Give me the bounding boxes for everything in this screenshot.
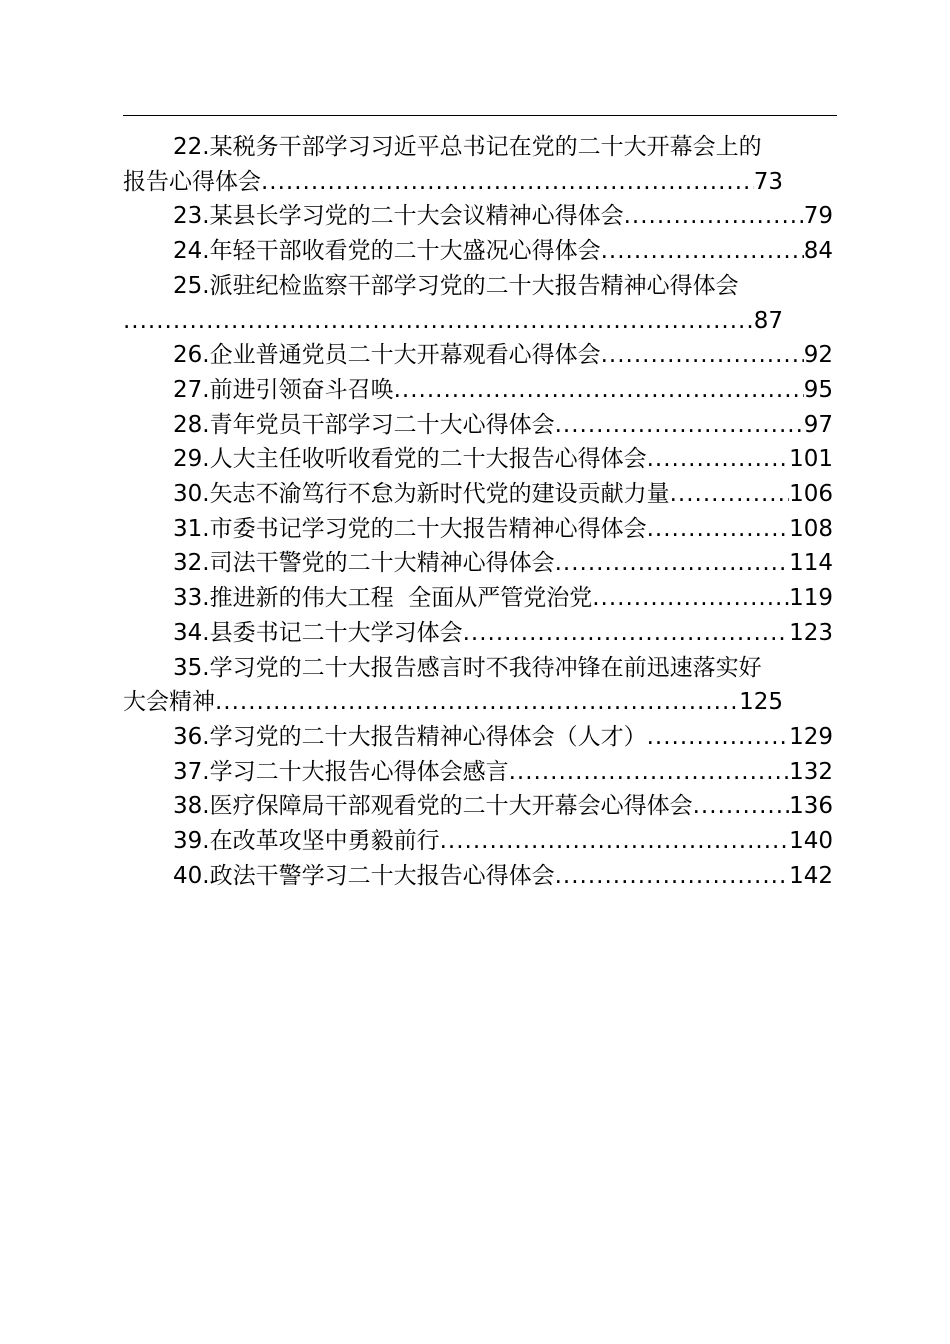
dot-leader — [261, 165, 754, 200]
toc-page-number: 84 — [803, 238, 833, 265]
toc-entry-37[interactable] — [123, 755, 837, 790]
toc-page-number: 114 — [789, 550, 833, 577]
toc-page-number: 87 — [753, 307, 783, 334]
toc-page-number: 97 — [803, 411, 833, 438]
dot-leader — [693, 789, 790, 824]
dot-leader — [601, 338, 804, 373]
dot-leader — [647, 720, 790, 755]
toc-entry-30[interactable] — [123, 477, 837, 512]
toc-entry-22[interactable] — [123, 130, 837, 199]
toc-page-number: 95 — [803, 376, 833, 403]
dot-leader — [601, 234, 804, 269]
toc-entry-27[interactable] — [123, 373, 837, 408]
header-rule — [123, 115, 837, 116]
dot-leader — [440, 824, 790, 859]
toc-entry-title: 30.矢志不渝笃行不怠为新时代党的建设贡献力量 — [173, 481, 670, 508]
toc-entry-title: 40.政法干警学习二十大报告心得体会 — [173, 862, 555, 889]
toc-entry-title: 36.学习党的二十大报告精神心得体会（人才） — [173, 723, 647, 750]
toc-entry-title: 38.医疗保障局干部观看党的二十大开幕会心得体会 — [173, 793, 693, 820]
dot-leader — [592, 581, 789, 616]
toc-entry-24[interactable] — [123, 234, 837, 269]
dot-leader — [555, 859, 790, 894]
dot-leader — [647, 442, 790, 477]
toc-entry-title: 33.推进新的伟大工程 全面从严管党治党 — [173, 585, 593, 612]
toc-page-number: 101 — [789, 446, 833, 473]
toc-entry-title: 32.司法干警党的二十大精神心得体会 — [173, 550, 555, 577]
toc-entry-39[interactable] — [123, 824, 837, 859]
dot-leader — [624, 199, 804, 234]
toc-entry-title: 35.学习党的二十大报告感言时不我待冲锋在前迅速落实好 — [173, 654, 762, 681]
dot-leader — [463, 616, 790, 651]
toc-entry-title: 37.学习二十大报告心得体会感言 — [173, 758, 509, 785]
toc-entry-28[interactable] — [123, 408, 837, 443]
toc-entry-26[interactable] — [123, 338, 837, 373]
dot-leader — [215, 685, 739, 720]
table-of-contents — [123, 130, 837, 893]
dot-leader — [555, 546, 790, 581]
toc-entry-36[interactable] — [123, 720, 837, 755]
toc-entry-34[interactable] — [123, 616, 837, 651]
toc-page-number: 108 — [789, 515, 833, 542]
dot-leader — [509, 755, 790, 790]
toc-page-number: 119 — [789, 585, 833, 612]
toc-entry-title-continued: 报告心得体会 — [123, 168, 261, 195]
toc-page-number: 73 — [753, 168, 783, 195]
toc-entry-38[interactable] — [123, 789, 837, 824]
toc-entry-title: 34.县委书记二十大学习体会 — [173, 619, 463, 646]
dot-leader — [555, 408, 804, 443]
toc-entry-25[interactable] — [123, 269, 837, 338]
dot-leader — [670, 477, 790, 512]
toc-entry-40[interactable] — [123, 859, 837, 894]
toc-page-number: 136 — [789, 793, 833, 820]
toc-page-number: 132 — [789, 758, 833, 785]
toc-page-number: 106 — [789, 481, 833, 508]
toc-entry-23[interactable] — [123, 199, 837, 234]
toc-entry-29[interactable] — [123, 442, 837, 477]
toc-page-number: 79 — [803, 203, 833, 230]
toc-entry-title: 24.年轻干部收看党的二十大盛况心得体会 — [173, 238, 601, 265]
toc-entry-33[interactable] — [123, 581, 837, 616]
toc-page-number: 125 — [739, 689, 783, 716]
toc-page-number: 140 — [789, 828, 833, 855]
dot-leader — [394, 373, 804, 408]
toc-entry-title: 29.人大主任收听收看党的二十大报告心得体会 — [173, 446, 647, 473]
toc-entry-title: 25.派驻纪检监察干部学习党的二十大报告精神心得体会 — [173, 272, 739, 299]
toc-entry-title-continued: 大会精神 — [123, 689, 215, 716]
toc-page-number: 129 — [789, 723, 833, 750]
toc-page-number: 142 — [789, 862, 833, 889]
dot-leader — [123, 304, 754, 339]
toc-entry-title: 31.市委书记学习党的二十大报告精神心得体会 — [173, 515, 647, 542]
toc-page-number: 92 — [803, 342, 833, 369]
toc-entry-title: 22.某税务干部学习习近平总书记在党的二十大开幕会上的 — [173, 134, 762, 160]
toc-entry-title: 26.企业普通党员二十大开幕观看心得体会 — [173, 342, 601, 369]
dot-leader — [647, 512, 790, 547]
toc-entry-title: 28.青年党员干部学习二十大心得体会 — [173, 411, 555, 438]
toc-entry-35[interactable] — [123, 651, 837, 720]
toc-entry-title: 23.某县长学习党的二十大会议精神心得体会 — [173, 203, 624, 230]
toc-entry-title: 39.在改革攻坚中勇毅前行 — [173, 828, 440, 855]
toc-entry-31[interactable] — [123, 512, 837, 547]
toc-page-number: 123 — [789, 619, 833, 646]
toc-entry-32[interactable] — [123, 546, 837, 581]
toc-entry-title: 27.前进引领奋斗召唤 — [173, 376, 394, 403]
